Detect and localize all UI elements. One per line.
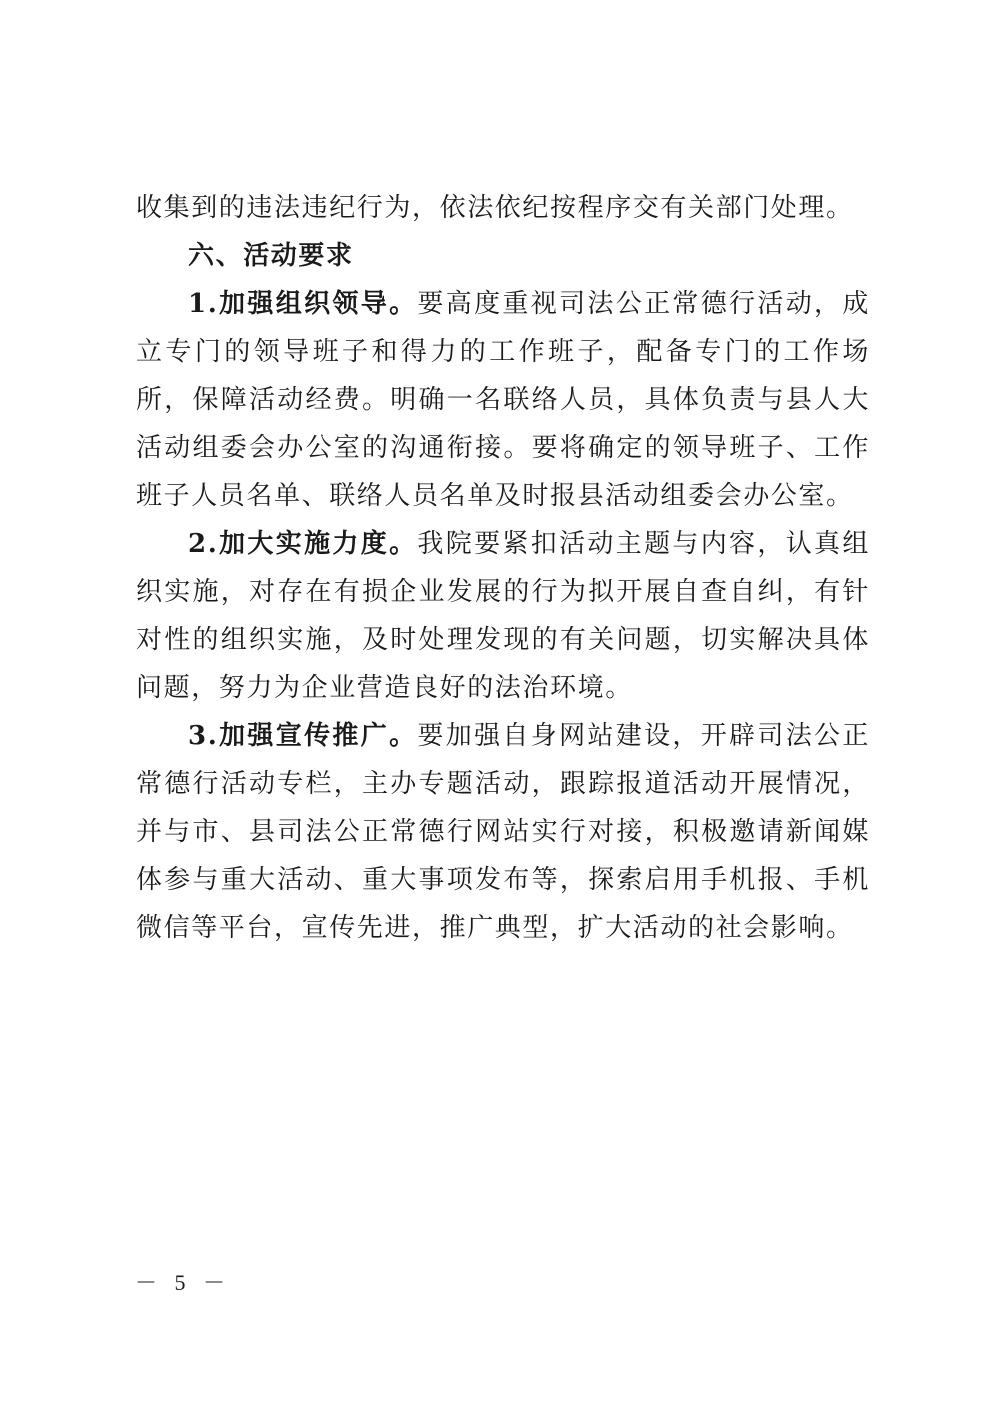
requirement-text-3: 要加强自身网站建设，开辟司法公正常德行活动专栏，主办专题活动，跟踪报道活动开展情况，并与市、县司法公正常德行网站实行对接，积极邀请新闻媒体参与重大活动、重大事项发布等，探索启用手机报、手机微信等平台，宣传先进，推广典型，扩大活动的社会影响。: [136, 721, 870, 943]
page-number: － 5 －: [135, 1270, 232, 1295]
requirement-text-1: 要高度重视司法公正常德行活动，成立专门的领导班子和得力的工作班子，配备专门的工作场所，保障活动经费。明确一名联络人员，具体负责与县人大活动组委会办公室的沟通衔接。要将确定的领导班子、工作班子人员名单、联络人员名单及时报县活动组委会办公室。: [136, 289, 870, 511]
requirement-text-2: 我院要紧扣活动主题与内容，认真组织实施，对存在有损企业发展的行为拟开展自查自纠，有针对性的组织实施，及时处理发现的有关问题，切实解决具体问题，努力为企业营造良好的法治环境。: [136, 529, 870, 703]
requirement-lead-1: 1.加强组织领导。: [188, 289, 418, 319]
document-body: [136, 184, 870, 952]
requirement-paragraph-1: [136, 280, 870, 520]
requirement-paragraph-3: [136, 712, 870, 952]
requirement-lead-3: 3.加强宣传推广。: [188, 721, 418, 751]
requirement-paragraph-2: [136, 520, 870, 712]
section-heading: 六、活动要求: [188, 241, 354, 271]
requirement-lead-2: 2.加大实施力度。: [188, 529, 418, 559]
opening-paragraph: 收集到的违法违纪行为，依法依纪按程序交有关部门处理。: [136, 193, 854, 223]
